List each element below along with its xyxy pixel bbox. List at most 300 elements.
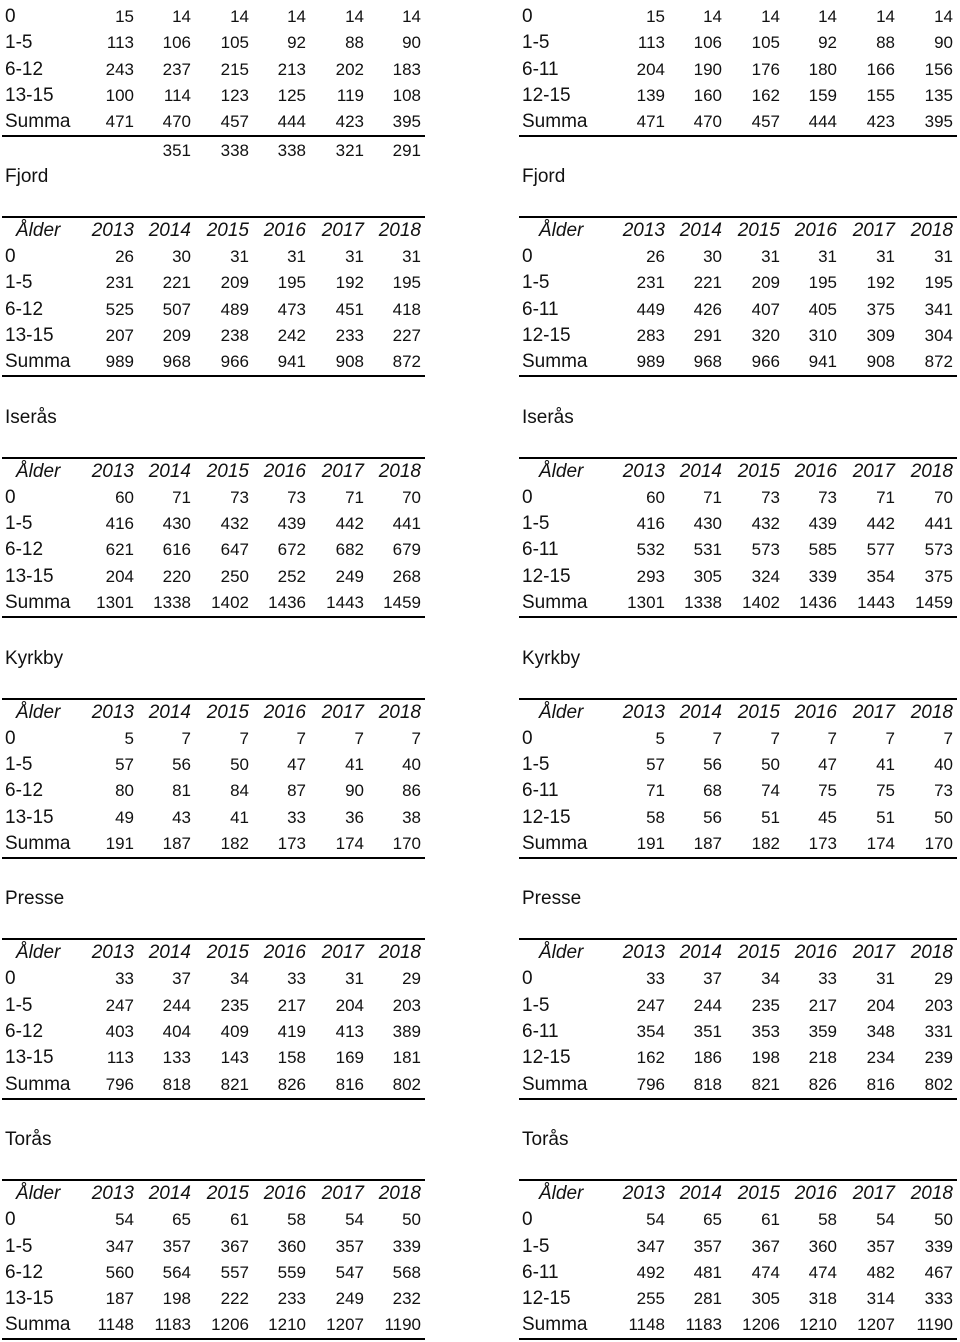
cell-value: 367 (220, 1236, 249, 1256)
cell-value: 375 (866, 299, 895, 319)
cell-value: 403 (105, 1022, 134, 1041)
block-title: Kyrkby (522, 647, 581, 669)
cell-value: 418 (392, 299, 421, 319)
cell-value: 87 (287, 781, 306, 801)
cell-value: 357 (162, 1236, 191, 1256)
header-year: 2017 (321, 701, 364, 723)
cell-value: 30 (172, 247, 191, 266)
table-row (2, 1234, 425, 1260)
cell-value: 470 (693, 112, 722, 132)
cell-value: 908 (866, 352, 895, 372)
row-label: 1-5 (5, 1235, 33, 1257)
header-year: 2013 (91, 1183, 134, 1205)
cell-value: 966 (751, 352, 780, 372)
cell-value: 616 (162, 540, 191, 560)
table-row (2, 1019, 425, 1045)
row-label: 13-15 (5, 1288, 54, 1310)
cell-value: 65 (172, 1210, 191, 1230)
header-year: 2017 (852, 701, 895, 723)
row-label: 1-5 (5, 513, 33, 535)
cell-value: 347 (105, 1236, 134, 1256)
table-row (519, 537, 957, 563)
header-year: 2015 (737, 220, 780, 241)
cell-value: 1183 (154, 1315, 191, 1335)
header-year: 2014 (148, 701, 191, 723)
cell-value: 357 (866, 1236, 895, 1256)
cell-value: 404 (162, 1022, 191, 1041)
cell-value: 314 (866, 1289, 895, 1309)
header-year: 2013 (91, 942, 134, 964)
cell-value: 170 (392, 833, 421, 853)
cell-value: 802 (924, 1074, 953, 1094)
extra-value: 321 (335, 141, 364, 160)
block-title: Fjord (522, 166, 566, 187)
cell-value: 65 (703, 1210, 722, 1230)
header-year: 2015 (206, 942, 249, 964)
cell-value: 187 (693, 833, 722, 853)
cell-value: 360 (808, 1236, 837, 1256)
table-row (2, 1207, 425, 1233)
cell-value: 442 (866, 514, 895, 534)
cell-value: 73 (761, 487, 780, 507)
block-title: Presse (5, 888, 65, 910)
cell-value: 243 (105, 59, 134, 79)
cell-value: 451 (335, 299, 364, 319)
cell-value: 672 (277, 540, 306, 560)
cell-value: 348 (866, 1022, 895, 1041)
cell-value: 423 (866, 112, 895, 132)
header-year: 2016 (794, 942, 837, 964)
row-label: Summa (522, 832, 588, 854)
cell-value: 47 (818, 754, 837, 774)
cell-value: 113 (637, 33, 665, 53)
cell-value: 235 (220, 995, 249, 1015)
cell-value: 1459 (383, 593, 421, 612)
cell-value: 14 (172, 7, 191, 26)
cell-value: 14 (345, 7, 364, 26)
cell-value: 821 (220, 1074, 249, 1094)
row-label: 1-5 (5, 753, 33, 775)
cell-value: 7 (712, 728, 722, 748)
cell-value: 802 (392, 1074, 421, 1094)
cell-value: 41 (345, 754, 364, 774)
table-row (2, 805, 425, 831)
cell-value: 15 (646, 7, 665, 26)
cell-value: 357 (693, 1236, 722, 1256)
cell-value: 31 (876, 969, 895, 989)
header-alder: Ålder (16, 1183, 61, 1205)
row-label: 6-11 (522, 539, 559, 561)
cell-value: 58 (818, 1210, 837, 1230)
cell-value: 432 (220, 514, 249, 534)
cell-value: 209 (162, 325, 191, 345)
cell-value: 233 (277, 1289, 306, 1309)
cell-value: 30 (703, 247, 722, 266)
table-row (2, 966, 425, 992)
cell-value: 31 (934, 247, 953, 266)
cell-value: 1210 (799, 1315, 837, 1335)
cell-value: 207 (105, 325, 134, 345)
cell-value: 71 (703, 487, 722, 507)
table-row (519, 805, 957, 831)
table-row (519, 30, 957, 56)
header-year: 2018 (910, 460, 953, 482)
header-year: 2017 (852, 460, 895, 482)
cell-value: 293 (636, 566, 665, 586)
cell-value: 192 (866, 273, 895, 293)
table-row (2, 511, 425, 537)
header-alder: Ålder (16, 460, 61, 482)
table-row (519, 485, 957, 511)
cell-value: 441 (392, 514, 421, 534)
cell-value: 217 (808, 995, 837, 1015)
cell-value: 1402 (211, 593, 249, 612)
cell-value: 283 (636, 325, 665, 345)
cell-value: 75 (876, 781, 895, 801)
cell-value: 187 (105, 1289, 134, 1309)
cell-value: 170 (924, 833, 953, 853)
cell-value: 203 (924, 995, 953, 1015)
cell-value: 449 (636, 299, 665, 319)
cell-value: 50 (761, 754, 780, 774)
cell-value: 195 (808, 273, 837, 293)
cell-value: 106 (162, 33, 191, 53)
header-row (519, 457, 957, 485)
table-row (2, 1260, 425, 1286)
cell-value: 430 (693, 514, 722, 534)
cell-value: 547 (335, 1262, 364, 1282)
row-label: 13-15 (5, 324, 54, 346)
cell-value: 354 (866, 566, 895, 586)
cell-value: 187 (162, 833, 191, 853)
cell-value: 474 (808, 1262, 837, 1282)
cell-value: 7 (827, 728, 837, 748)
cell-value: 90 (402, 33, 421, 53)
header-year: 2015 (737, 701, 780, 723)
cell-value: 557 (220, 1262, 249, 1282)
cell-value: 135 (924, 85, 953, 105)
cell-value: 221 (162, 273, 191, 293)
cell-value: 249 (335, 566, 364, 586)
cell-value: 182 (751, 833, 780, 853)
cell-value: 92 (287, 33, 306, 53)
cell-value: 58 (287, 1210, 306, 1230)
cell-value: 41 (876, 754, 895, 774)
cell-value: 209 (220, 273, 249, 293)
row-label: 1-5 (522, 272, 550, 294)
cell-value: 173 (808, 833, 837, 853)
row-label: Summa (522, 351, 588, 373)
cell-value: 796 (636, 1074, 665, 1094)
cell-value: 14 (287, 7, 306, 26)
cell-value: 252 (277, 566, 306, 586)
cell-value: 1436 (268, 593, 306, 612)
cell-value: 457 (751, 112, 780, 132)
table-row (2, 752, 425, 778)
cell-value: 968 (693, 352, 722, 372)
table-row (2, 726, 425, 752)
row-label: 12-15 (522, 84, 571, 106)
cell-value: 92 (818, 33, 837, 53)
cell-value: 54 (876, 1210, 895, 1230)
cell-value: 100 (105, 85, 134, 105)
table-row (2, 4, 425, 30)
cell-value: 54 (345, 1210, 364, 1230)
row-label: 12-15 (522, 1047, 571, 1069)
cell-value: 31 (761, 247, 780, 266)
cell-value: 249 (335, 1289, 364, 1309)
cell-value: 40 (402, 754, 421, 774)
cell-value: 1190 (384, 1315, 421, 1335)
table-row (519, 726, 957, 752)
cell-value: 331 (924, 1022, 953, 1041)
table-row (519, 564, 957, 590)
header-row (2, 1179, 425, 1207)
cell-value: 204 (105, 566, 134, 586)
cell-value: 531 (693, 540, 722, 560)
table-row (519, 57, 957, 83)
cell-value: 351 (693, 1022, 722, 1041)
cell-value: 5 (655, 728, 665, 748)
row-label: 0 (5, 6, 16, 27)
cell-value: 413 (335, 1022, 364, 1041)
cell-value: 471 (105, 112, 134, 132)
cell-value: 405 (808, 299, 837, 319)
cell-value: 525 (105, 299, 134, 319)
cell-value: 244 (162, 995, 191, 1015)
cell-value: 57 (646, 754, 665, 774)
cell-value: 235 (751, 995, 780, 1015)
cell-value: 33 (818, 969, 837, 989)
cell-value: 968 (162, 352, 191, 372)
cell-value: 1402 (742, 593, 780, 612)
cell-value: 113 (106, 1048, 134, 1068)
cell-value: 679 (392, 540, 421, 560)
cell-value: 375 (924, 566, 953, 586)
cell-value: 395 (392, 112, 421, 132)
table-row (2, 349, 425, 377)
row-label: Summa (5, 1073, 71, 1095)
cell-value: 989 (105, 352, 134, 372)
header-row (2, 698, 425, 726)
cell-value: 50 (230, 754, 249, 774)
row-label: Summa (5, 832, 71, 854)
table-row (2, 244, 425, 270)
cell-value: 481 (693, 1262, 722, 1282)
cell-value: 231 (636, 273, 665, 293)
cell-value: 70 (402, 487, 421, 507)
cell-value: 166 (866, 59, 895, 79)
row-label: 6-11 (522, 1261, 559, 1283)
row-label: 1-5 (5, 994, 33, 1016)
cell-value: 191 (636, 833, 665, 853)
header-row (519, 1179, 957, 1207)
cell-value: 255 (636, 1289, 665, 1309)
table-row (519, 244, 957, 270)
cell-value: 56 (703, 807, 722, 827)
header-year: 2013 (622, 701, 665, 723)
header-year: 2015 (737, 942, 780, 964)
cell-value: 190 (693, 59, 722, 79)
block-title: Iserås (522, 406, 574, 428)
header-alder: Ålder (539, 942, 584, 964)
cell-value: 186 (693, 1048, 722, 1068)
table-row (2, 83, 425, 109)
table-row (519, 778, 957, 804)
table-row (519, 297, 957, 323)
cell-value: 573 (924, 540, 953, 560)
header-year: 2018 (910, 220, 953, 241)
cell-value: 34 (230, 969, 249, 989)
cell-value: 430 (162, 514, 191, 534)
header-year: 2016 (794, 220, 837, 241)
cell-value: 470 (162, 112, 191, 132)
row-label: 0 (5, 727, 16, 749)
header-year: 2016 (263, 1183, 306, 1205)
table-row (519, 966, 957, 992)
header-year: 2018 (910, 942, 953, 964)
cell-value: 73 (230, 487, 249, 507)
header-year: 2013 (91, 701, 134, 723)
cell-value: 439 (808, 514, 837, 534)
cell-value: 234 (866, 1048, 895, 1068)
cell-value: 14 (876, 7, 895, 26)
cell-value: 31 (345, 247, 364, 266)
cell-value: 304 (924, 325, 953, 345)
header-year: 2016 (263, 701, 306, 723)
table-row (519, 1286, 957, 1312)
header-year: 2015 (737, 460, 780, 482)
cell-value: 139 (636, 85, 665, 105)
cell-value: 31 (287, 247, 306, 266)
cell-value: 29 (402, 969, 421, 989)
cell-value: 60 (646, 487, 665, 507)
table-row (2, 590, 425, 618)
header-row (519, 698, 957, 726)
row-label: 6-11 (522, 58, 559, 80)
cell-value: 31 (402, 247, 421, 266)
cell-value: 105 (751, 33, 780, 53)
cell-value: 88 (345, 33, 364, 53)
cell-value: 162 (636, 1048, 665, 1068)
cell-value: 123 (220, 85, 249, 105)
cell-value: 439 (277, 514, 306, 534)
cell-value: 15 (115, 7, 134, 26)
cell-value: 203 (392, 995, 421, 1015)
cell-value: 231 (105, 273, 134, 293)
header-year: 2018 (378, 701, 421, 723)
block-title: Torås (522, 1129, 569, 1151)
cell-value: 50 (934, 807, 953, 827)
cell-value: 81 (172, 781, 191, 801)
cell-value: 36 (345, 807, 364, 827)
header-year: 2016 (794, 701, 837, 723)
cell-value: 119 (336, 85, 364, 105)
cell-value: 360 (277, 1236, 306, 1256)
row-label: 13-15 (5, 565, 54, 587)
row-label: Summa (5, 1314, 71, 1336)
cell-value: 441 (924, 514, 953, 534)
header-row (519, 216, 957, 244)
extra-value: 338 (220, 141, 249, 160)
cell-value: 31 (876, 247, 895, 266)
cell-value: 108 (392, 85, 421, 105)
cell-value: 305 (751, 1289, 780, 1309)
cell-value: 1338 (684, 593, 722, 612)
cell-value: 162 (751, 85, 780, 105)
row-label: 13-15 (5, 1047, 54, 1069)
cell-value: 247 (105, 995, 134, 1015)
row-label: 0 (522, 6, 533, 27)
cell-value: 305 (693, 566, 722, 586)
cell-value: 1207 (857, 1315, 895, 1335)
cell-value: 821 (751, 1074, 780, 1094)
header-year: 2016 (794, 460, 837, 482)
cell-value: 204 (866, 995, 895, 1015)
table-row (519, 1312, 957, 1340)
header-year: 2017 (321, 1183, 364, 1205)
table-row (519, 590, 957, 618)
cell-value: 198 (751, 1048, 780, 1068)
row-label: 6-12 (5, 58, 44, 80)
cell-value: 367 (751, 1236, 780, 1256)
cell-value: 309 (866, 325, 895, 345)
header-year: 2017 (321, 460, 364, 482)
cell-value: 156 (924, 59, 953, 79)
extra-value: 351 (162, 141, 191, 160)
cell-value: 244 (693, 995, 722, 1015)
cell-value: 333 (924, 1289, 953, 1309)
cell-value: 1301 (627, 593, 665, 612)
cell-value: 33 (287, 807, 306, 827)
header-year: 2017 (321, 942, 364, 964)
header-year: 2016 (263, 220, 306, 241)
cell-value: 204 (335, 995, 364, 1015)
table-row (2, 297, 425, 323)
row-label: 6-11 (522, 1021, 559, 1042)
cell-value: 341 (924, 299, 953, 319)
cell-value: 233 (335, 325, 364, 345)
table-row (2, 831, 425, 859)
cell-value: 585 (808, 540, 837, 560)
cell-value: 232 (392, 1289, 421, 1309)
cell-value: 407 (751, 299, 780, 319)
extra-value: 291 (392, 141, 421, 160)
cell-value: 51 (761, 807, 780, 827)
cell-value: 106 (693, 33, 722, 53)
cell-value: 71 (646, 781, 665, 801)
table-row (519, 109, 957, 137)
header-year: 2017 (321, 220, 364, 241)
table-row (519, 1207, 957, 1233)
cell-value: 198 (162, 1289, 191, 1309)
row-label: 1-5 (522, 994, 550, 1016)
cell-value: 1207 (326, 1315, 364, 1335)
header-alder: Ålder (539, 220, 584, 241)
cell-value: 577 (866, 540, 895, 560)
cell-value: 80 (115, 781, 134, 801)
table-row (2, 778, 425, 804)
cell-value: 395 (924, 112, 953, 132)
header-year: 2017 (852, 220, 895, 241)
cell-value: 1148 (628, 1315, 665, 1335)
table-row (2, 30, 425, 56)
header-year: 2016 (263, 942, 306, 964)
cell-value: 818 (693, 1074, 722, 1094)
row-label: 6-11 (522, 298, 559, 320)
row-label: Summa (522, 1073, 588, 1095)
extra-value: 338 (277, 141, 306, 160)
